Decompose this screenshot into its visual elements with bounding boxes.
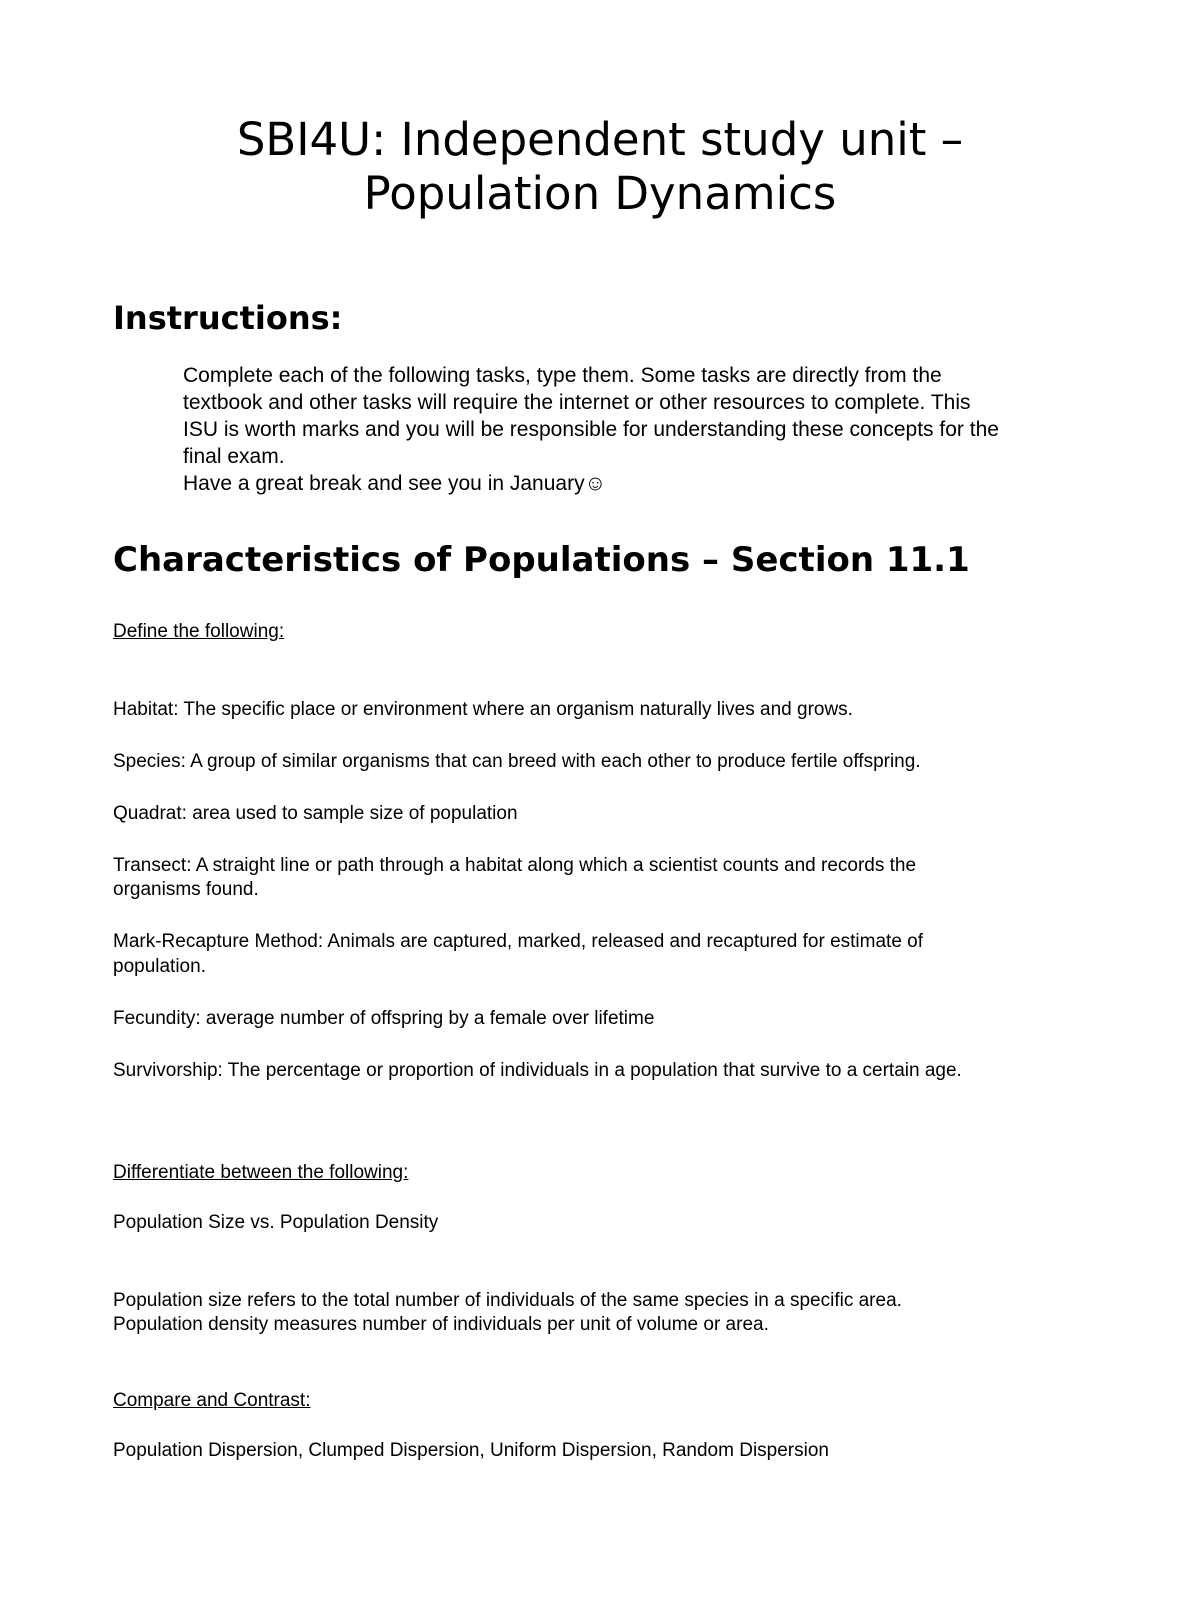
- instructions-line: Have a great break and see you in January☺: [183, 472, 607, 495]
- compare-topic: Population Dispersion, Clumped Dispersion, Uniform Dispersion, Random Dispersion: [113, 1440, 829, 1461]
- differentiate-answer-line: Population size refers to the total number of individuals of the same species in a specific area.: [113, 1290, 902, 1311]
- definition-mark-recapture: Mark-Recapture Method: Animals are captured, marked, released and recaptured for estimate of: [113, 931, 924, 952]
- definition-species: Species: A group of similar organisms that can breed with each other to produce fertile offspring.: [113, 751, 921, 772]
- definition-mark-recapture-continued: population.: [113, 956, 206, 977]
- differentiate-answer-line: Population density measures number of individuals per unit of volume or area.: [113, 1314, 769, 1335]
- define-heading: Define the following:: [113, 621, 285, 642]
- instructions-line: ISU is worth marks and you will be responsible for understanding these concepts for the: [183, 418, 999, 441]
- instructions-line: textbook and other tasks will require the internet or other resources to complete. This: [183, 391, 971, 414]
- compare-heading: Compare and Contrast:: [113, 1390, 311, 1411]
- document-title-line-2: Population Dynamics: [363, 167, 837, 220]
- definition-survivorship: Survivorship: The percentage or proportion of individuals in a population that survive to a certain age.: [113, 1060, 962, 1081]
- definition-fecundity: Fecundity: average number of offspring by a female over lifetime: [113, 1008, 655, 1029]
- definition-transect: Transect: A straight line or path through a habitat along which a scientist counts and records the: [113, 855, 917, 876]
- definition-transect-continued: organisms found.: [113, 879, 259, 900]
- instructions-heading: Instructions:: [113, 299, 343, 337]
- document-title-line-1: SBI4U: Independent study unit –: [236, 113, 964, 166]
- differentiate-topic: Population Size vs. Population Density: [113, 1212, 439, 1233]
- section-heading: Characteristics of Populations – Section 11.1: [113, 540, 970, 580]
- instructions-line: final exam.: [183, 445, 285, 468]
- instructions-line: Complete each of the following tasks, type them. Some tasks are directly from the: [183, 364, 942, 387]
- definition-quadrat: Quadrat: area used to sample size of population: [113, 803, 518, 824]
- definition-habitat: Habitat: The specific place or environment where an organism naturally lives and grows.: [113, 699, 853, 720]
- differentiate-heading: Differentiate between the following:: [113, 1162, 409, 1183]
